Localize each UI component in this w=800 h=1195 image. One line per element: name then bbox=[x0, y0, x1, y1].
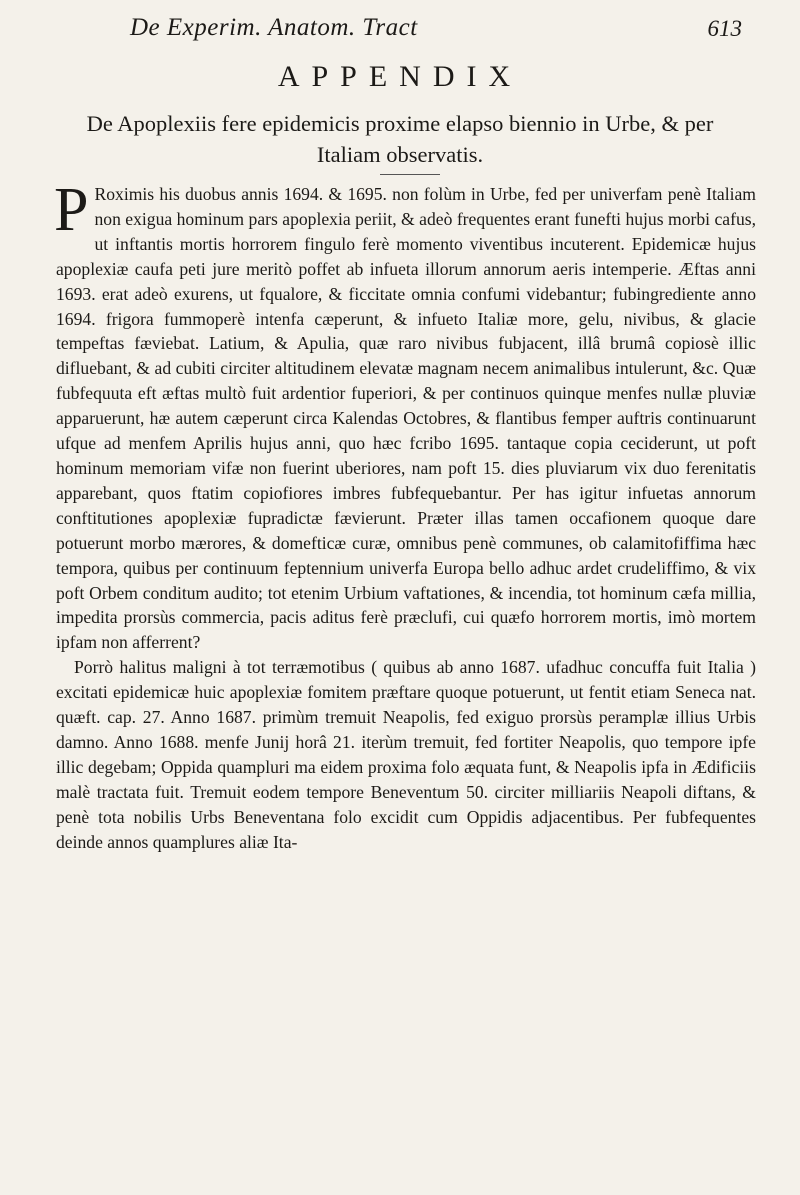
body-text bbox=[54, 176, 756, 854]
paragraph-1-text: Roximis his duobus annis 1694. & 1695. non folùm in Urbe, fed per univerfam penè Italiam non exigua hominum pars apoplexia periit, & adeò frequentes erant funefti hujus morbi cafus, ut inftantis mortis horrorem fingulo ferè momento viventibus incuterent. Epidemicæ hujus apoplexiæ caufa peti jure meritò poffet ab infueta illorum annorum aeris intemperie. Æftas anni 1693. erat adeò exurens, ut fqualore, & ficcitate omnia confumi videbantur; fubingrediente anno 1694. frigora fummoperè intenfa cæperunt, & infueto Italiæ more, gelu, nivibus, & glacie tempeftas fæviebat. Latium, & Apulia, quæ raro nivibus fubjacent, illâ brumâ copiosè illic difluebant, & ad cubiti circiter altitudinem elevatæ magnam necem animalibus intulerunt, &c. Quæ fubfequuta eft æftas multò fuit ardentior fuperiori, & per continuos quinque menfes nullæ pluviæ apparuerunt, hæ autem cæperunt circa Kalendas Octobres, & flantibus femper auftris continuarunt ufque ad menfem Aprilis hujus anni, quo hæc fcribo 1695. tantaque copia ceciderunt, ut poft hominum memoriam vifæ non fuerint uberiores, nam poft 15. dies pluviarum vix duo ferenitatis apparebant, quos ftatim copiofiores imbres fubfequebantur. Per has igitur infuetas annorum conftitutiones apoplexiæ fupradictæ fævierunt. Præter illas tamen occafionem quoque dare potuerunt morbo mærores, & domefticæ curæ, omnibus penè communes, ob calamitofiffima hæc tempora, quibus per continuum feptennium univerfa Europa bello adhuc ardet crudeliffimo, & vix poft Orbem conditum audito; tot etenim Urbium vaftationes, & incendia, tot hominum cæfa millia, impedita prorsùs commercia, pacis aditus ferè præclufi, cui quæfo horrorem mortis, imò mortem ipfam non afferrent? bbox=[56, 184, 756, 653]
paragraph-2: Porrò halitus maligni à tot terræmotibus ( quibus ab anno 1687. ufadhuc concuffa fuit Italia ) excitati epidemicæ huic apoplexiæ fomitem præftare quoque potuerunt, ut fentit etiam Seneca nat. quæft. cap. 27. Anno 1687. primùm tremuit Neapolis, fed exiguo prorsùs peramplæ illius Urbis damno. Anno 1688. menfe Junij horâ 21. iterùm tremuit, fed fortiter Neapolis, quo tempore ipfe illic degebam; Oppida quampluri ma eidem proxima folo æquata funt, & Neapolis ipfa in Ædificiis malè tractata fuit. Tremuit eodem tempore Beneventum 50. circiter milliariis Neapoli diftans, & penè tota nobilis Urbs Beneventana folo excidit cum Oppidis adjacentibus. Per fubfequentes deinde annos quamplures aliæ Ita- bbox=[56, 657, 756, 852]
drop-cap: P bbox=[54, 176, 89, 244]
section-subtitle: De Apoplexiis fere epidemicis proxime elapso biennio in Urbe, & per Italiam observatis. bbox=[86, 111, 714, 167]
ornament-rule bbox=[380, 174, 440, 175]
paragraph-1 bbox=[54, 176, 756, 655]
section-title: APPENDIX bbox=[277, 60, 523, 93]
page-number: 613 bbox=[707, 16, 742, 41]
running-head: De Experim. Anatom. Tract bbox=[130, 14, 418, 41]
